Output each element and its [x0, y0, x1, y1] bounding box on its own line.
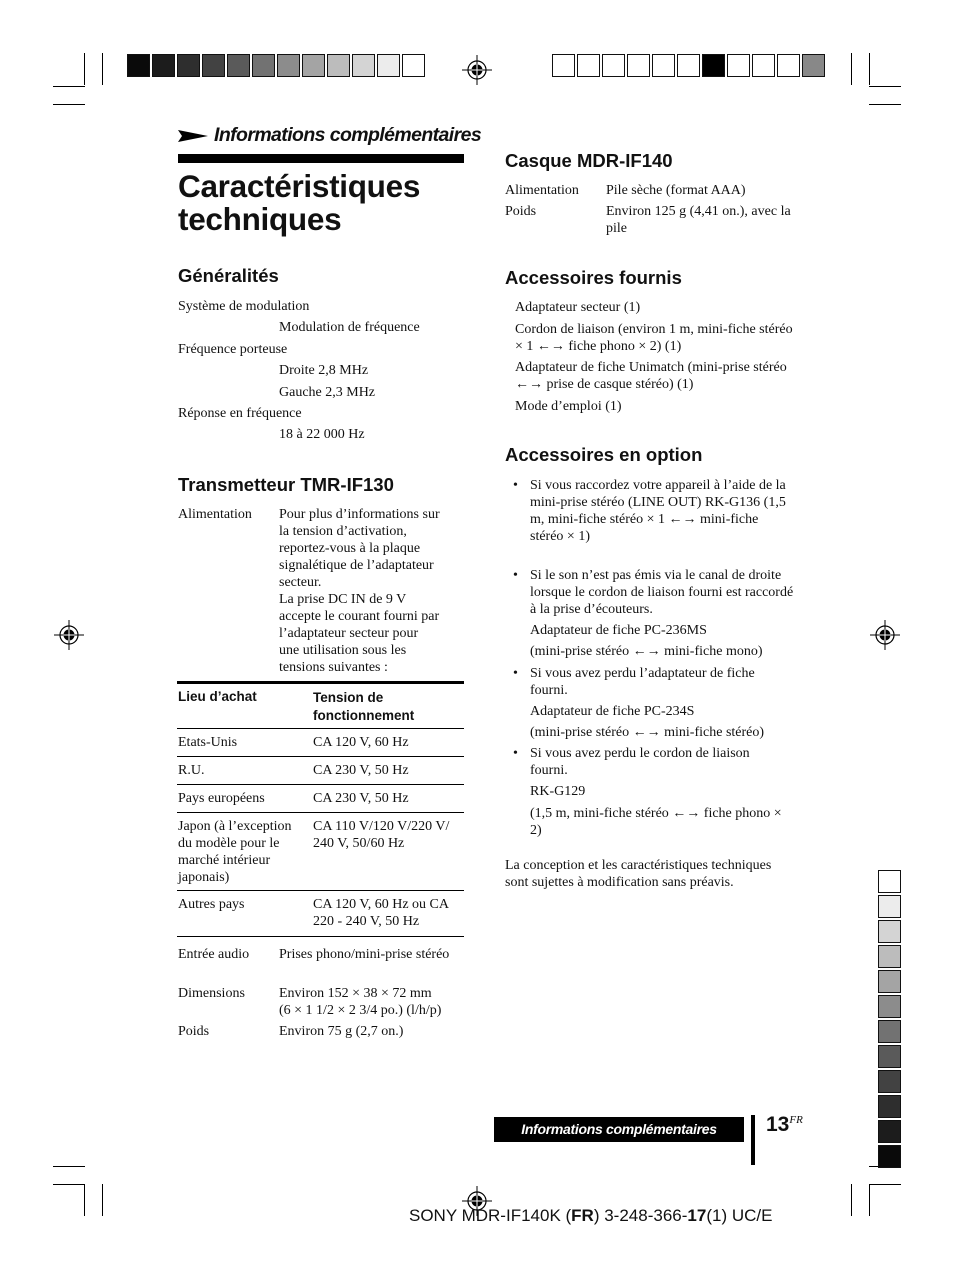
table-row [177, 813, 464, 891]
section-header [178, 124, 482, 164]
section-label: Informations complémentaires [214, 124, 482, 146]
voltage-table [177, 681, 464, 938]
color-swatch [702, 54, 725, 77]
table-cell: CA 230 V, 50 Hz [313, 763, 409, 778]
table-cell: CA 110 V/120 V/220 V/ 240 V, 50/60 Hz [313, 819, 450, 851]
table-header-row [177, 684, 464, 729]
footer-section-label [494, 1117, 744, 1142]
bullet-icon: • [513, 478, 518, 493]
spec-label: Fréquence porteuse [178, 342, 288, 357]
color-swatch [577, 54, 600, 77]
document-code-lang: FR [571, 1206, 594, 1225]
color-swatch [252, 54, 275, 77]
list-item-detail: Adaptateur de fiche PC-234S [530, 704, 695, 719]
dimensions-label: Dimensions [178, 986, 245, 1001]
casque-alimentation-label: Alimentation [505, 183, 579, 198]
table-cell: R.U. [178, 763, 205, 778]
accessoires-option-heading: Accessoires en option [505, 444, 703, 465]
entree-audio-value: Prises phono/mini-prise stéréo [279, 947, 450, 962]
color-swatch [552, 54, 575, 77]
text-line: La prise DC IN de 9 V [279, 592, 407, 607]
color-swatch [277, 54, 300, 77]
accessoires-fournis-heading: Accessoires fournis [505, 267, 682, 288]
generalites-heading: Généralités [178, 265, 279, 286]
document-code-prefix: SONY MDR-IF140K ( [409, 1206, 572, 1225]
transmetteur-heading: Transmetteur TMR-IF130 [178, 474, 394, 495]
color-swatch [727, 54, 750, 77]
color-swatch [302, 54, 325, 77]
table-cell: CA 120 V, 60 Hz ou CA 220 - 240 V, 50 Hz [313, 897, 449, 929]
spec-value: Gauche 2,3 MHz [279, 385, 376, 400]
notice-text: La conception et les caractéristiques techniques sont sujettes à modification sans préavis. [505, 858, 772, 890]
color-swatch [677, 54, 700, 77]
table-cell: CA 230 V, 50 Hz [313, 791, 409, 806]
list-item-detail: RK-G129 [530, 784, 586, 799]
accessoires-option-list [513, 477, 798, 847]
table-cell: Autres pays [178, 897, 245, 912]
color-swatch [878, 870, 901, 893]
color-swatch [777, 54, 800, 77]
color-swatch [352, 54, 375, 77]
color-swatch [602, 54, 625, 77]
transmetteur-alimentation-text [279, 506, 469, 676]
color-swatch [878, 970, 901, 993]
entree-audio-label: Entrée audio [178, 947, 250, 962]
color-swatch [878, 1020, 901, 1043]
spec-label: Réponse en fréquence [178, 406, 302, 421]
page-title: Caractéristiques techniques [178, 168, 421, 237]
color-bar-top-left [127, 54, 403, 78]
text-line: une utilisation sous les [279, 643, 407, 658]
list-item-detail: (1,5 m, mini-fiche stéréo ←→ fiche phono × 2) [530, 806, 782, 838]
table-cell: Japon (à l’exception du modèle pour le marché intérieur japonais) [178, 819, 292, 885]
registration-target-left-icon [54, 620, 84, 650]
spec-label: Système de modulation [178, 299, 310, 314]
table-row [177, 785, 464, 813]
casque-poids-label: Poids [505, 204, 537, 219]
color-swatch [627, 54, 650, 77]
list-item: Si vous avez perdu le cordon de liaison fourni. [530, 746, 750, 778]
casque-alimentation-value: Pile sèche (format AAA) [606, 183, 746, 198]
dimensions-value: Environ 152 × 38 × 72 mm [279, 986, 432, 1001]
text-line: la tension d’activation, [279, 524, 407, 539]
color-swatch [327, 54, 350, 77]
document-code-page: 17 [687, 1206, 707, 1225]
list-item: Adaptateur secteur (1) [515, 300, 641, 315]
casque-poids-value: Environ 125 g (4,41 on.), avec la pile [606, 204, 791, 236]
document-code-suffix: (1) UC/E [706, 1206, 773, 1225]
arrow-right-icon [178, 128, 208, 144]
list-item-detail: Adaptateur de fiche PC-236MS [530, 623, 707, 638]
text-line: accepte le courant fourni par [279, 609, 440, 624]
list-item-detail: (mini-prise stéréo ←→ mini-fiche stéréo) [530, 725, 765, 740]
poids-value: Environ 75 g (2,7 on.) [279, 1024, 404, 1039]
table-header: Tension de fonctionnement [313, 690, 415, 723]
bullet-icon: • [513, 746, 518, 761]
table-header: Lieu d’achat [178, 689, 257, 704]
text-line: l’adaptateur secteur pour [279, 626, 419, 641]
color-swatch [878, 1070, 901, 1093]
spec-value: 18 à 22 000 Hz [279, 427, 365, 442]
registration-target-right-icon [870, 620, 900, 650]
table-cell: Pays européens [178, 791, 265, 806]
list-item: Si vous raccordez votre appareil à l’aide de la mini-prise stéréo (LINE OUT) RK-G136 (1,5 m, mini-fiche stéréo × 1 ←→ mini-fiche stéréo × 1) [530, 478, 786, 544]
color-swatch [752, 54, 775, 77]
color-swatch [377, 54, 400, 77]
color-swatch [878, 895, 901, 918]
color-swatch [402, 54, 425, 77]
color-swatch [802, 54, 825, 77]
color-bar-top-right [552, 54, 828, 78]
color-swatch [202, 54, 225, 77]
color-swatch [878, 945, 901, 968]
table-row [177, 757, 464, 785]
color-swatch [878, 995, 901, 1018]
footer-section-text: Informations complémentaires [521, 1121, 717, 1137]
table-cell: Etats-Unis [178, 735, 238, 750]
color-swatch [177, 54, 200, 77]
section-rule [178, 154, 464, 163]
color-swatch [878, 1045, 901, 1068]
table-row [177, 891, 464, 937]
list-item: Cordon de liaison (environ 1 m, mini-fiche stéréo × 1 ←→ fiche phono × 2) (1) [515, 322, 793, 354]
color-bar-right [878, 870, 902, 1146]
list-item: Mode d’emploi (1) [515, 399, 622, 414]
text-line: Pour plus d’informations sur [279, 507, 440, 522]
list-item-detail: (mini-prise stéréo ←→ mini-fiche mono) [530, 644, 763, 659]
casque-heading: Casque MDR-IF140 [505, 150, 673, 171]
spec-value: Modulation de fréquence [279, 320, 420, 335]
footer-divider [751, 1115, 755, 1165]
page-number-value: 13 [766, 1113, 790, 1136]
text-line: secteur. [279, 575, 322, 590]
list-item: Adaptateur de fiche Unimatch (mini-prise stéréo ←→ prise de casque stéréo) (1) [515, 360, 787, 392]
list-item: Si le son n’est pas émis via le canal de droite lorsque le cordon de liaison fourni est raccordé à la prise d’écouteurs. [530, 568, 794, 617]
page-number-suffix: FR [789, 1114, 803, 1126]
text-line: signalétique de l’adaptateur [279, 558, 434, 573]
bullet-icon: • [513, 568, 518, 583]
spec-value: Droite 2,8 MHz [279, 363, 369, 378]
color-swatch [152, 54, 175, 77]
color-swatch [652, 54, 675, 77]
color-swatch [878, 1095, 901, 1118]
bullet-icon: • [513, 666, 518, 681]
color-swatch [878, 1145, 901, 1168]
color-swatch [878, 1120, 901, 1143]
dimensions-value-imperial: (6 × 1 1/2 × 2 3/4 po.) (l/h/p) [279, 1003, 442, 1018]
document-code-mid: ) 3-248-366- [593, 1206, 688, 1225]
registration-target-top-icon [462, 55, 492, 85]
page-number [766, 1113, 803, 1137]
list-item: Si vous avez perdu l’adaptateur de fiche fourni. [530, 666, 755, 698]
poids-label: Poids [178, 1024, 210, 1039]
transmetteur-alimentation-label: Alimentation [178, 507, 252, 522]
color-swatch [127, 54, 150, 77]
document-code [409, 1206, 772, 1226]
text-line: tensions suivantes : [279, 660, 388, 675]
table-row [177, 729, 464, 757]
color-swatch [878, 920, 901, 943]
color-swatch [227, 54, 250, 77]
table-cell: CA 120 V, 60 Hz [313, 735, 409, 750]
text-line: reportez-vous à la plaque [279, 541, 421, 556]
